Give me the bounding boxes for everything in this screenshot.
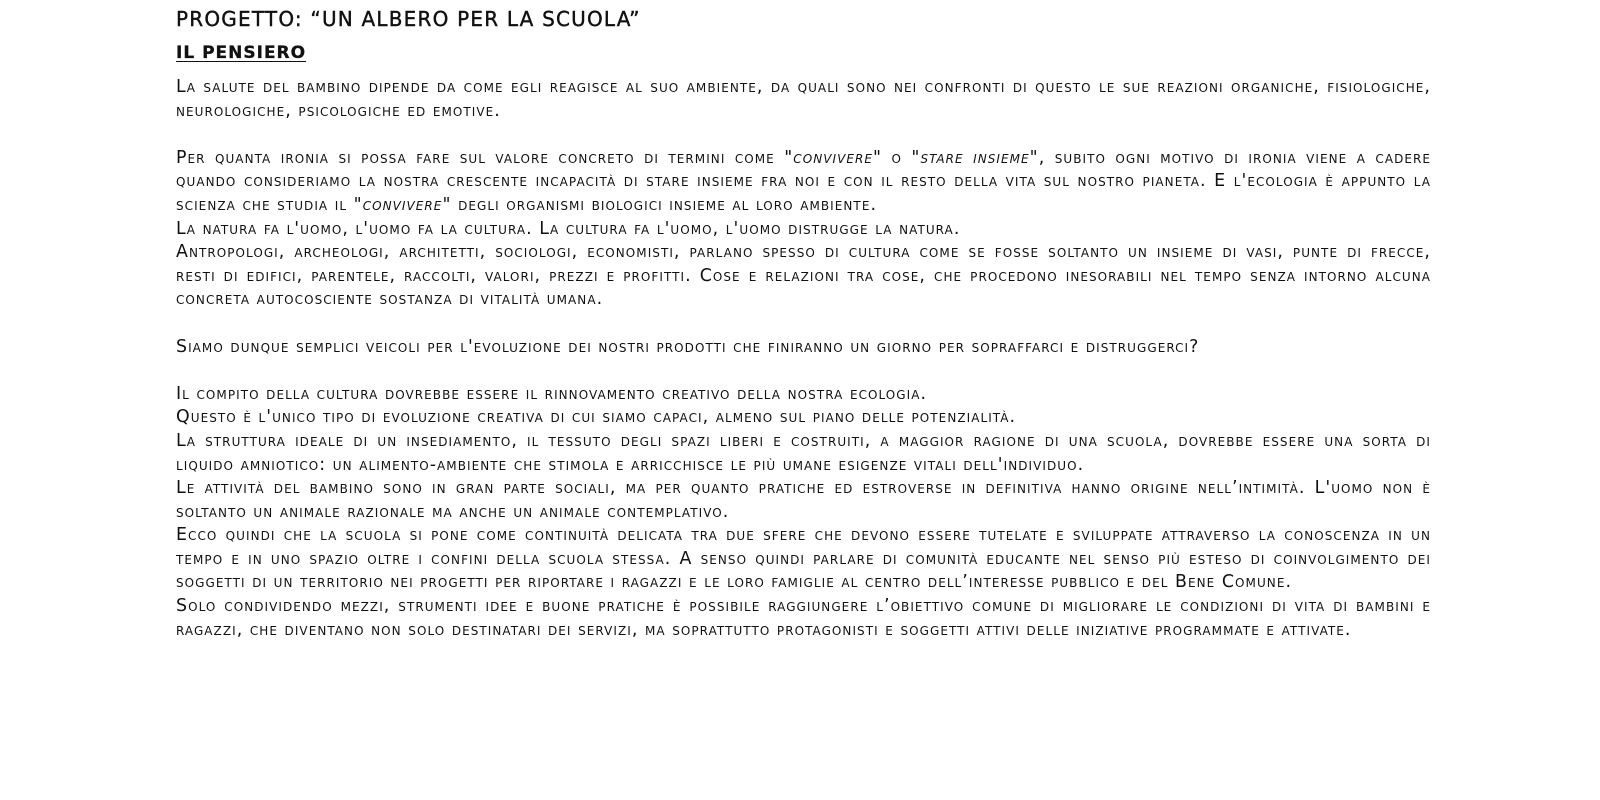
emphasis-term: convivere [793,147,873,168]
paragraph: Siamo dunque semplici veicoli per l'evoluzione dei nostri prodotti che finiranno un giorno per sopraffarci e distruggerci? [176,336,1200,357]
paragraph: Questo è l'unico tipo di evoluzione creativa di cui siamo capaci, almeno sul piano delle potenzialità. [176,407,1017,428]
paragraph [176,147,1431,218]
document-title: PROGETTO: “UN ALBERO PER LA SCUOLA” [176,7,641,31]
paragraph: Le attività del bambino sono in gran parte sociali, ma per quanto pratiche ed estroverse in definitiva hanno origine nell’intimità. L'uomo non è soltanto un animale razionale ma anche un animale contemplativo. [176,478,1431,522]
paragraph: Il compito della cultura dovrebbe essere il rinnovamento creativo della nostra ecologia. [176,383,928,404]
paragraph: Solo condividendo mezzi, strumenti idee e buone pratiche è possibile raggiungere l’obiettivo comune di migliorare le condizioni di vita di bambini e ragazzi, che diventano non solo destinatari dei servizi, ma soprattutto protagonisti e soggetti attivi delle iniziative programmate e attivate. [176,596,1431,640]
paragraph-text: Per quanta ironia si possa fare sul valore concreto di termini come " [176,147,794,168]
document-page [176,4,1431,642]
emphasis-term: stare insieme [920,147,1030,168]
paragraph-text: ", subito ogni motivo di ironia viene a cadere quando consideriamo la nostra crescente incapacità di stare insieme fra noi e con il resto della vita sul nostro pianeta. E l'ecologia è appunto la scienza che studia il " [176,147,1432,215]
paragraph-text: " degli organismi biologici insieme al loro ambiente. [442,194,878,215]
paragraph: La struttura ideale di un insediamento, il tessuto degli spazi liberi e costruiti, a maggior ragione di una scuola, dovrebbe essere una sorta di liquido amniotico: un alimento-ambiente che stimola e arricchisce le più umane esigenze vitali dell'individuo. [176,430,1431,475]
emphasis-term: convivere [362,194,443,215]
paragraph-text: " o " [873,147,921,168]
section-heading: IL PENSIERO [176,43,307,63]
paragraph: La natura fa l'uomo, l'uomo fa la cultura. La cultura fa l'uomo, l'uomo distrugge la natura. [176,218,961,239]
paragraph: La salute del bambino dipende da come egli reagisce al suo ambiente, da quali sono nei confronti di questo le sue reazioni organiche, fisiologiche, neurologiche, psicologiche ed emotive. [176,77,1431,121]
paragraph: Ecco quindi che la scuola si pone come continuità delicata tra due sfere che devono essere tutelate e sviluppate attraverso la conoscenza in un tempo e in uno spazio oltre i confini della scuola stessa. A senso quindi parlare di comunità educante nel senso più esteso di coinvolgimento dei soggetti di un territorio nei progetti per riportare i ragazzi e le loro famiglie al centro dell’interesse pubblico e del Bene Comune. [176,525,1431,593]
document-body [176,76,1431,642]
paragraph: Antropologi, archeologi, architetti, sociologi, economisti, parlano spesso di cultura come se fosse soltanto un insieme di vasi, punte di frecce, resti di edifici, parentele, raccolti, valori, prezzi e profitti. Cose e relazioni tra cose, che procedono inesorabili nel tempo senza intorno alcuna concreta autocosciente sostanza di vitalità umana. [176,242,1431,310]
